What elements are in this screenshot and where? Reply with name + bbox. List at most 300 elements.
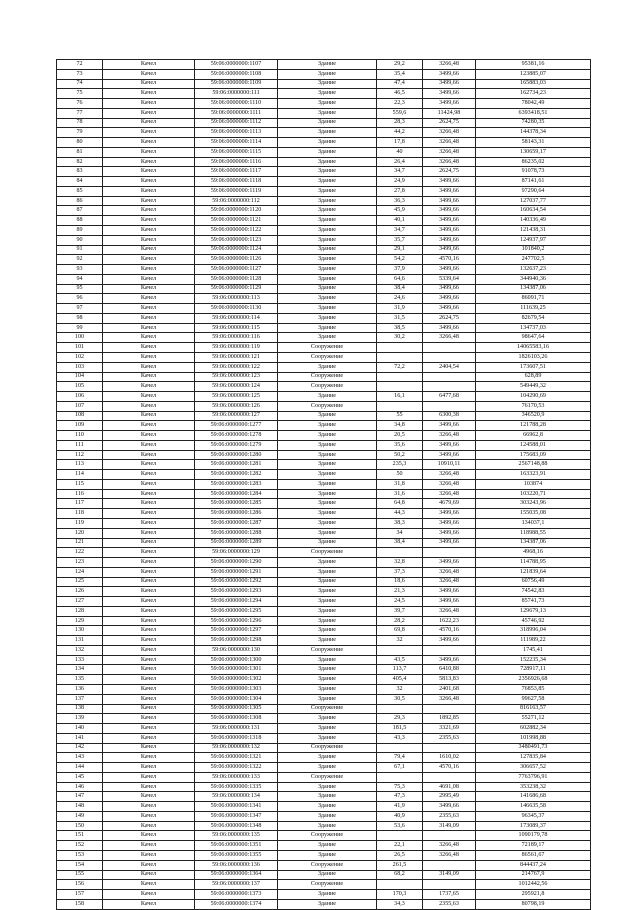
cell-row-number: 101 bbox=[57, 343, 103, 353]
cell-area bbox=[377, 645, 423, 655]
table-row bbox=[57, 870, 591, 880]
cell-locality: Качел bbox=[103, 577, 195, 587]
cell-specific-value: 3266,48 bbox=[423, 60, 476, 70]
cell-object-type: Здание bbox=[278, 694, 377, 704]
cell-specific-value: 3266,48 bbox=[423, 489, 476, 499]
cell-locality: Качел bbox=[103, 79, 195, 89]
cell-cadastral-value: 816163,57 bbox=[476, 704, 591, 714]
cell-area bbox=[377, 704, 423, 714]
cell-object-type: Здание bbox=[278, 890, 377, 900]
cell-cadastral-value: 163323,91 bbox=[476, 470, 591, 480]
cell-locality: Качел bbox=[103, 890, 195, 900]
cell-object-type: Сооружение bbox=[278, 704, 377, 714]
cell-area: 27,8 bbox=[377, 186, 423, 196]
cell-area: 37,9 bbox=[377, 265, 423, 275]
cell-row-number: 129 bbox=[57, 616, 103, 626]
cell-cadastral-number: 59:06:0000000:1348 bbox=[195, 821, 278, 831]
cell-area: 43,3 bbox=[377, 733, 423, 743]
cell-cadastral-value: 76853,85 bbox=[476, 685, 591, 695]
cell-object-type: Здание bbox=[278, 489, 377, 499]
cell-cadastral-number: 59:06:0000000:1288 bbox=[195, 528, 278, 538]
cell-object-type: Здание bbox=[278, 753, 377, 763]
cell-area: 18,6 bbox=[377, 577, 423, 587]
table-row bbox=[57, 265, 591, 275]
cell-locality: Качел bbox=[103, 714, 195, 724]
cell-object-type: Здание bbox=[278, 89, 377, 99]
cell-area: 50 bbox=[377, 470, 423, 480]
cell-cadastral-number: 59:06:0000000:1130 bbox=[195, 304, 278, 314]
table-row bbox=[57, 60, 591, 70]
cell-object-type: Здание bbox=[278, 431, 377, 441]
cell-cadastral-value: 86091,71 bbox=[476, 294, 591, 304]
cell-cadastral-number: 59:06:0000000:1302 bbox=[195, 675, 278, 685]
cell-cadastral-number: 59:06:0000000:134 bbox=[195, 792, 278, 802]
cell-locality: Качел bbox=[103, 265, 195, 275]
cell-area: 24,5 bbox=[377, 597, 423, 607]
cell-cadastral-value: 124588,01 bbox=[476, 440, 591, 450]
cell-row-number: 82 bbox=[57, 157, 103, 167]
cell-cadastral-value: 346520,9 bbox=[476, 411, 591, 421]
table-row bbox=[57, 558, 591, 568]
cell-locality: Качел bbox=[103, 118, 195, 128]
cell-object-type: Здание bbox=[278, 304, 377, 314]
table-row bbox=[57, 685, 591, 695]
cell-cadastral-value: 134737,03 bbox=[476, 323, 591, 333]
cell-locality: Качел bbox=[103, 69, 195, 79]
table-row bbox=[57, 587, 591, 597]
cell-cadastral-value: 7763796,91 bbox=[476, 772, 591, 782]
cell-row-number: 117 bbox=[57, 499, 103, 509]
table-row bbox=[57, 69, 591, 79]
cell-area bbox=[377, 343, 423, 353]
cell-object-type: Здание bbox=[278, 509, 377, 519]
cell-area bbox=[377, 831, 423, 841]
cell-cadastral-number: 59:06:0000000:1282 bbox=[195, 470, 278, 480]
cell-object-type: Здание bbox=[278, 138, 377, 148]
cell-object-type: Здание bbox=[278, 274, 377, 284]
cell-area: 38,4 bbox=[377, 284, 423, 294]
cell-cadastral-number: 59:06:0000000:1300 bbox=[195, 655, 278, 665]
cell-object-type: Сооружение bbox=[278, 743, 377, 753]
cell-object-type: Здание bbox=[278, 196, 377, 206]
cell-specific-value: 3499,66 bbox=[423, 538, 476, 548]
cell-cadastral-number: 59:06:0000000:1335 bbox=[195, 782, 278, 792]
cell-cadastral-number: 59:06:0000000:1295 bbox=[195, 606, 278, 616]
cell-row-number: 105 bbox=[57, 382, 103, 392]
cell-area bbox=[377, 548, 423, 558]
cell-locality: Качел bbox=[103, 606, 195, 616]
cell-specific-value bbox=[423, 352, 476, 362]
cell-area: 69,8 bbox=[377, 626, 423, 636]
cell-specific-value bbox=[423, 401, 476, 411]
cell-area: 38,5 bbox=[377, 323, 423, 333]
cell-locality: Качел bbox=[103, 235, 195, 245]
cell-object-type: Здание bbox=[278, 99, 377, 109]
cell-locality: Качел bbox=[103, 675, 195, 685]
cell-cadastral-number: 59:06:0000000:1293 bbox=[195, 587, 278, 597]
cell-cadastral-number: 59:06:0000000:1118 bbox=[195, 177, 278, 187]
cell-object-type: Сооружение bbox=[278, 831, 377, 841]
cell-area: 35,6 bbox=[377, 440, 423, 450]
table-row bbox=[57, 392, 591, 402]
cell-area: 32 bbox=[377, 685, 423, 695]
cell-area: 50,2 bbox=[377, 450, 423, 460]
cell-specific-value bbox=[423, 343, 476, 353]
cell-cadastral-number: 59:06:0000000:1351 bbox=[195, 841, 278, 851]
cell-cadastral-value: 86235,02 bbox=[476, 157, 591, 167]
cell-row-number: 77 bbox=[57, 108, 103, 118]
cell-cadastral-number: 59:06:0000000:1364 bbox=[195, 870, 278, 880]
cell-cadastral-value: 66962,8 bbox=[476, 431, 591, 441]
cell-locality: Качел bbox=[103, 333, 195, 343]
cell-cadastral-number: 59:06:0000000:1374 bbox=[195, 899, 278, 909]
cell-object-type: Здание bbox=[278, 421, 377, 431]
cell-cadastral-value: 121788,28 bbox=[476, 421, 591, 431]
table-row bbox=[57, 851, 591, 861]
cell-specific-value: 3266,48 bbox=[423, 138, 476, 148]
cell-locality: Качел bbox=[103, 851, 195, 861]
cell-specific-value: 3499,66 bbox=[423, 245, 476, 255]
cell-locality: Качел bbox=[103, 411, 195, 421]
table-row bbox=[57, 655, 591, 665]
cell-specific-value: 3499,66 bbox=[423, 304, 476, 314]
cell-cadastral-number: 59:06:0000000:1119 bbox=[195, 186, 278, 196]
cell-cadastral-number: 59:06:0000000:1290 bbox=[195, 558, 278, 568]
cell-cadastral-value: 96345,37 bbox=[476, 811, 591, 821]
cell-locality: Качел bbox=[103, 450, 195, 460]
table-row bbox=[57, 343, 591, 353]
cell-cadastral-number: 59:06:0000000:1355 bbox=[195, 851, 278, 861]
cell-specific-value: 2624,75 bbox=[423, 313, 476, 323]
cell-locality: Качел bbox=[103, 518, 195, 528]
cell-object-type: Здание bbox=[278, 802, 377, 812]
cell-locality: Качел bbox=[103, 186, 195, 196]
table-row bbox=[57, 138, 591, 148]
cell-cadastral-value: 3480491,73 bbox=[476, 743, 591, 753]
cell-area: 55 bbox=[377, 411, 423, 421]
cell-locality: Качел bbox=[103, 352, 195, 362]
cell-locality: Качел bbox=[103, 831, 195, 841]
cell-cadastral-value: 74280,35 bbox=[476, 118, 591, 128]
table-row bbox=[57, 460, 591, 470]
cell-cadastral-value: 80798,19 bbox=[476, 899, 591, 909]
cell-object-type: Здание bbox=[278, 60, 377, 70]
cell-specific-value: 2355,63 bbox=[423, 899, 476, 909]
cell-specific-value: 3266,48 bbox=[423, 431, 476, 441]
cell-locality: Качел bbox=[103, 782, 195, 792]
cell-cadastral-number: 59:06:0000000:1108 bbox=[195, 69, 278, 79]
cell-cadastral-value: 353238,32 bbox=[476, 782, 591, 792]
table-row bbox=[57, 284, 591, 294]
cell-cadastral-value: 162734,23 bbox=[476, 89, 591, 99]
table-row bbox=[57, 79, 591, 89]
table-row bbox=[57, 811, 591, 821]
cell-object-type: Здание bbox=[278, 177, 377, 187]
cell-area: 26,4 bbox=[377, 157, 423, 167]
cell-row-number: 89 bbox=[57, 226, 103, 236]
cell-locality: Качел bbox=[103, 733, 195, 743]
cell-cadastral-value: 173607,51 bbox=[476, 362, 591, 372]
cell-specific-value: 3266,48 bbox=[423, 128, 476, 138]
table-row bbox=[57, 714, 591, 724]
cell-locality: Качел bbox=[103, 753, 195, 763]
cell-cadastral-number: 59:06:0000000:1373 bbox=[195, 890, 278, 900]
cell-object-type: Здание bbox=[278, 665, 377, 675]
cell-row-number: 121 bbox=[57, 538, 103, 548]
cell-row-number: 106 bbox=[57, 392, 103, 402]
cell-row-number: 97 bbox=[57, 304, 103, 314]
cell-locality: Качел bbox=[103, 743, 195, 753]
cell-object-type: Здание bbox=[278, 167, 377, 177]
cell-area: 38,3 bbox=[377, 518, 423, 528]
cell-cadastral-value: 111989,22 bbox=[476, 636, 591, 646]
cell-cadastral-number: 59:06:0000000:1116 bbox=[195, 157, 278, 167]
table-row bbox=[57, 518, 591, 528]
cell-area: 40,9 bbox=[377, 811, 423, 821]
cell-object-type: Сооружение bbox=[278, 352, 377, 362]
cell-cadastral-number: 59:06:0000000:1121 bbox=[195, 216, 278, 226]
cell-cadastral-number: 59:06:0000000:1347 bbox=[195, 811, 278, 821]
cell-locality: Качел bbox=[103, 821, 195, 831]
cell-locality: Качел bbox=[103, 704, 195, 714]
cell-row-number: 133 bbox=[57, 655, 103, 665]
cell-object-type: Здание bbox=[278, 265, 377, 275]
cell-object-type: Здание bbox=[278, 450, 377, 460]
cell-object-type: Здание bbox=[278, 255, 377, 265]
cell-locality: Качел bbox=[103, 499, 195, 509]
cell-cadastral-number: 59:06:0000000:1305 bbox=[195, 704, 278, 714]
cell-row-number: 104 bbox=[57, 372, 103, 382]
cell-row-number: 120 bbox=[57, 528, 103, 538]
cell-specific-value: 3499,66 bbox=[423, 597, 476, 607]
cell-row-number: 113 bbox=[57, 460, 103, 470]
cell-specific-value: 5813,83 bbox=[423, 675, 476, 685]
cell-row-number: 127 bbox=[57, 597, 103, 607]
cell-cadastral-value: 74542,83 bbox=[476, 587, 591, 597]
cell-cadastral-value: 132637,23 bbox=[476, 265, 591, 275]
cell-row-number: 142 bbox=[57, 743, 103, 753]
cell-specific-value: 3266,48 bbox=[423, 841, 476, 851]
table-row bbox=[57, 489, 591, 499]
cell-row-number: 79 bbox=[57, 128, 103, 138]
table-row bbox=[57, 382, 591, 392]
cell-specific-value: 6300,38 bbox=[423, 411, 476, 421]
cell-cadastral-number: 59:06:0000000:115 bbox=[195, 323, 278, 333]
cell-cadastral-number: 59:06:0000000:132 bbox=[195, 743, 278, 753]
cell-cadastral-value: 127037,77 bbox=[476, 196, 591, 206]
cell-cadastral-value: 121839,64 bbox=[476, 567, 591, 577]
cell-object-type: Здание bbox=[278, 206, 377, 216]
cell-specific-value bbox=[423, 382, 476, 392]
table-row bbox=[57, 235, 591, 245]
cell-specific-value: 3149,09 bbox=[423, 821, 476, 831]
cell-locality: Качел bbox=[103, 655, 195, 665]
cell-locality: Качел bbox=[103, 167, 195, 177]
cell-locality: Качел bbox=[103, 558, 195, 568]
cell-cadastral-number: 59:06:0000000:1278 bbox=[195, 431, 278, 441]
table-row bbox=[57, 274, 591, 284]
table-row bbox=[57, 323, 591, 333]
cell-cadastral-number: 59:06:0000000:1301 bbox=[195, 665, 278, 675]
cell-cadastral-number: 59:06:0000000:121 bbox=[195, 352, 278, 362]
cell-object-type: Здание bbox=[278, 362, 377, 372]
cell-object-type: Здание bbox=[278, 118, 377, 128]
cell-specific-value: 3266,48 bbox=[423, 606, 476, 616]
cell-row-number: 108 bbox=[57, 411, 103, 421]
table-row bbox=[57, 177, 591, 187]
cell-specific-value: 3499,66 bbox=[423, 323, 476, 333]
cell-area: 559,6 bbox=[377, 108, 423, 118]
cell-object-type: Здание bbox=[278, 392, 377, 402]
cell-area: 68,2 bbox=[377, 870, 423, 880]
cell-object-type: Сооружение bbox=[278, 343, 377, 353]
cell-cadastral-number: 59:06:0000000:1296 bbox=[195, 616, 278, 626]
table-row bbox=[57, 792, 591, 802]
cell-cadastral-number: 59:06:0000000:1124 bbox=[195, 245, 278, 255]
cell-locality: Качел bbox=[103, 304, 195, 314]
table-row bbox=[57, 606, 591, 616]
cell-area: 261,5 bbox=[377, 860, 423, 870]
cell-specific-value: 3499,66 bbox=[423, 558, 476, 568]
cell-row-number: 123 bbox=[57, 558, 103, 568]
cell-row-number: 135 bbox=[57, 675, 103, 685]
cell-row-number: 131 bbox=[57, 636, 103, 646]
cell-area: 181,5 bbox=[377, 724, 423, 734]
cell-object-type: Сооружение bbox=[278, 372, 377, 382]
cell-locality: Качел bbox=[103, 694, 195, 704]
cell-cadastral-number: 59:06:0000000:113 bbox=[195, 294, 278, 304]
cell-object-type: Здание bbox=[278, 235, 377, 245]
cell-object-type: Здание bbox=[278, 811, 377, 821]
cell-cadastral-value: 295921,8 bbox=[476, 890, 591, 900]
cell-row-number: 83 bbox=[57, 167, 103, 177]
table-row bbox=[57, 802, 591, 812]
cell-object-type: Здание bbox=[278, 792, 377, 802]
cell-specific-value: 3499,66 bbox=[423, 177, 476, 187]
cell-locality: Качел bbox=[103, 157, 195, 167]
table-row bbox=[57, 157, 591, 167]
cell-row-number: 109 bbox=[57, 421, 103, 431]
cell-specific-value bbox=[423, 704, 476, 714]
cell-cadastral-value: 602882,34 bbox=[476, 724, 591, 734]
table-row bbox=[57, 831, 591, 841]
cell-locality: Качел bbox=[103, 401, 195, 411]
cell-row-number: 114 bbox=[57, 470, 103, 480]
cell-row-number: 73 bbox=[57, 69, 103, 79]
cell-specific-value: 5339,64 bbox=[423, 274, 476, 284]
cell-locality: Качел bbox=[103, 108, 195, 118]
table-row bbox=[57, 548, 591, 558]
cell-object-type: Здание bbox=[278, 440, 377, 450]
cell-row-number: 152 bbox=[57, 841, 103, 851]
cell-cadastral-number: 59:06:0000000:119 bbox=[195, 343, 278, 353]
table-row bbox=[57, 226, 591, 236]
cell-cadastral-number: 59:06:0000000:1321 bbox=[195, 753, 278, 763]
cell-area: 47,3 bbox=[377, 792, 423, 802]
cell-locality: Качел bbox=[103, 597, 195, 607]
cell-specific-value: 2404,54 bbox=[423, 362, 476, 372]
cell-row-number: 154 bbox=[57, 860, 103, 870]
cell-cadastral-value: 144378,34 bbox=[476, 128, 591, 138]
cell-locality: Качел bbox=[103, 665, 195, 675]
cell-specific-value: 4691,08 bbox=[423, 782, 476, 792]
table-row bbox=[57, 499, 591, 509]
cell-specific-value: 4570,16 bbox=[423, 255, 476, 265]
cell-area: 113,7 bbox=[377, 665, 423, 675]
cell-cadastral-number: 59:06:0000000:131 bbox=[195, 724, 278, 734]
cell-locality: Качел bbox=[103, 802, 195, 812]
cell-locality: Качел bbox=[103, 294, 195, 304]
table-row bbox=[57, 255, 591, 265]
table-row bbox=[57, 411, 591, 421]
table-row bbox=[57, 401, 591, 411]
cell-area: 46,5 bbox=[377, 89, 423, 99]
cell-cadastral-value: 103874 bbox=[476, 479, 591, 489]
cell-area: 28,2 bbox=[377, 616, 423, 626]
cell-locality: Качел bbox=[103, 841, 195, 851]
cell-area: 35,4 bbox=[377, 69, 423, 79]
cell-cadastral-value: 844437,24 bbox=[476, 860, 591, 870]
cell-area: 17,8 bbox=[377, 138, 423, 148]
cell-cadastral-value: 141686,68 bbox=[476, 792, 591, 802]
cell-area: 64,8 bbox=[377, 499, 423, 509]
cell-object-type: Здание bbox=[278, 558, 377, 568]
cell-locality: Качел bbox=[103, 313, 195, 323]
cell-row-number: 128 bbox=[57, 606, 103, 616]
cell-cadastral-number: 59:06:0000000:1283 bbox=[195, 479, 278, 489]
cell-object-type: Здание bbox=[278, 294, 377, 304]
cell-cadastral-number: 59:06:0000000:1112 bbox=[195, 118, 278, 128]
cell-row-number: 150 bbox=[57, 821, 103, 831]
cell-row-number: 158 bbox=[57, 899, 103, 909]
cell-cadastral-value: 134387,06 bbox=[476, 284, 591, 294]
cell-cadastral-number: 59:06:0000000:116 bbox=[195, 333, 278, 343]
cell-area: 44,2 bbox=[377, 128, 423, 138]
cell-cadastral-number: 59:06:0000000:1111 bbox=[195, 108, 278, 118]
cell-locality: Качел bbox=[103, 440, 195, 450]
cell-specific-value: 1610,02 bbox=[423, 753, 476, 763]
cell-row-number: 72 bbox=[57, 60, 103, 70]
cell-object-type: Здание bbox=[278, 323, 377, 333]
cell-locality: Качел bbox=[103, 489, 195, 499]
table-row bbox=[57, 118, 591, 128]
cell-area: 30,5 bbox=[377, 694, 423, 704]
cell-locality: Качел bbox=[103, 99, 195, 109]
cell-specific-value: 3266,48 bbox=[423, 577, 476, 587]
table-row bbox=[57, 509, 591, 519]
cell-locality: Качел bbox=[103, 528, 195, 538]
cell-cadastral-number: 59:06:0000000:1341 bbox=[195, 802, 278, 812]
cell-area bbox=[377, 772, 423, 782]
cadastral-value-table bbox=[56, 59, 591, 910]
cell-area: 235,3 bbox=[377, 460, 423, 470]
cell-specific-value: 10910,11 bbox=[423, 460, 476, 470]
cell-area: 16,1 bbox=[377, 392, 423, 402]
cell-area: 29,1 bbox=[377, 245, 423, 255]
cell-row-number: 78 bbox=[57, 118, 103, 128]
table-row bbox=[57, 245, 591, 255]
cell-locality: Качел bbox=[103, 362, 195, 372]
cell-specific-value: 3499,66 bbox=[423, 655, 476, 665]
cell-object-type: Сооружение bbox=[278, 401, 377, 411]
cell-object-type: Здание bbox=[278, 899, 377, 909]
cell-cadastral-value: 1826103,26 bbox=[476, 352, 591, 362]
cell-area: 30,2 bbox=[377, 333, 423, 343]
cell-object-type: Здание bbox=[278, 333, 377, 343]
cell-row-number: 112 bbox=[57, 450, 103, 460]
table-row bbox=[57, 431, 591, 441]
cell-locality: Качел bbox=[103, 763, 195, 773]
